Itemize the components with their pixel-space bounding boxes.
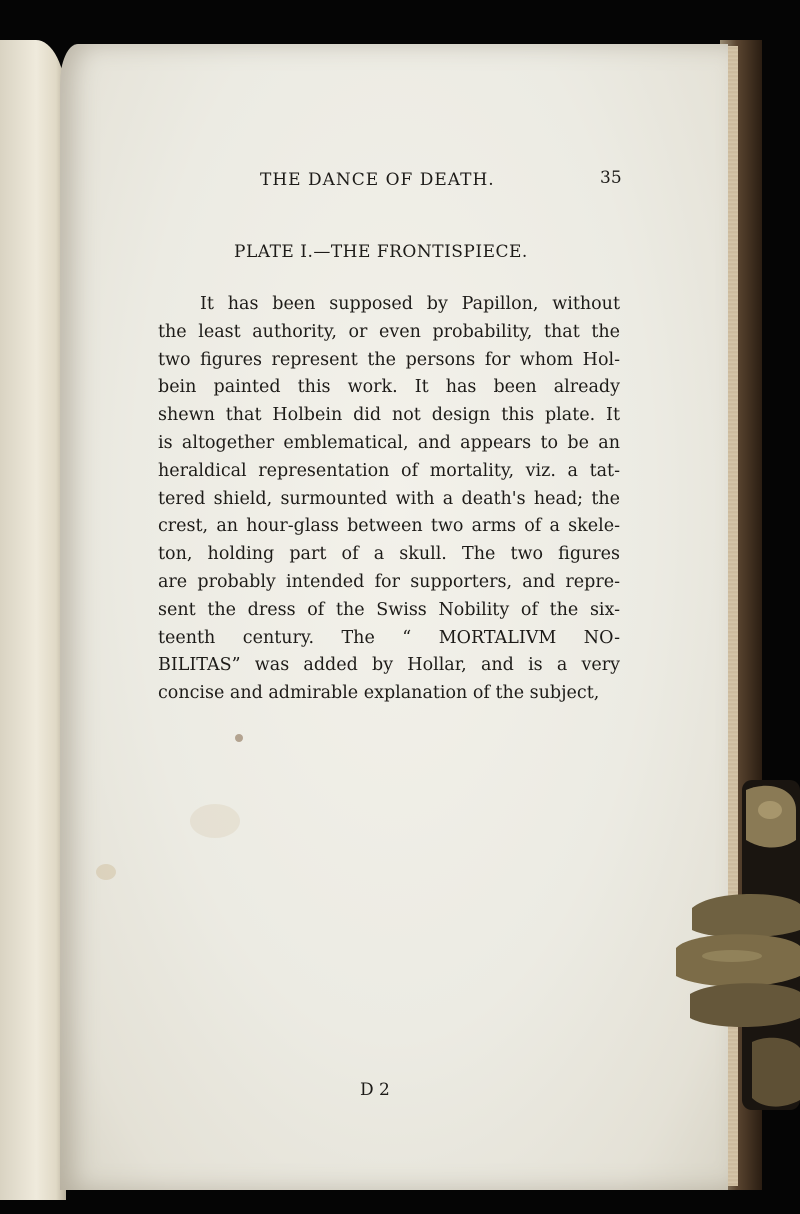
plate-heading: PLATE I.—THE FRONTISPIECE. <box>234 242 528 262</box>
text-line: heraldical representation of mortality, viz. a tat- <box>158 460 620 481</box>
left-page-edge <box>0 40 66 1200</box>
text-line: teenth century. The “ MORTALIVM NO- <box>158 627 620 648</box>
text-line: the least authority, or even probability, that the <box>158 321 620 342</box>
text-line: bein painted this work. It has been already <box>158 377 620 398</box>
foxing-spot <box>96 864 116 880</box>
body-paragraph <box>158 291 620 708</box>
running-head: THE DANCE OF DEATH. <box>260 170 495 190</box>
text-line: tered shield, surmounted with a death's head; the <box>158 488 620 509</box>
page-number: 35 <box>600 168 622 188</box>
clasp-icon <box>672 780 800 1110</box>
text-line: is altogether emblematical, and appears to be an <box>158 432 620 453</box>
text-line: are probably intended for supporters, and repre- <box>158 571 620 592</box>
text-line: crest, an hour-glass between two arms of a skele- <box>158 516 620 537</box>
foxing-spot <box>235 734 243 742</box>
text-line: concise and admirable explanation of the subject, <box>158 683 600 704</box>
text-line: two figures represent the persons for whom Hol- <box>158 349 620 370</box>
text-line: sent the dress of the Swiss Nobility of the six- <box>158 599 620 620</box>
signature-mark: D 2 <box>360 1080 390 1100</box>
text-line: ton, holding part of a skull. The two figures <box>158 544 620 565</box>
text-line: BILITAS” was added by Hollar, and is a very <box>158 655 620 676</box>
text-line: shewn that Holbein did not design this plate. It <box>158 405 620 426</box>
book-page <box>60 44 728 1190</box>
text-line: It has been supposed by Papillon, without <box>200 294 620 314</box>
foxing-spot <box>190 804 240 838</box>
